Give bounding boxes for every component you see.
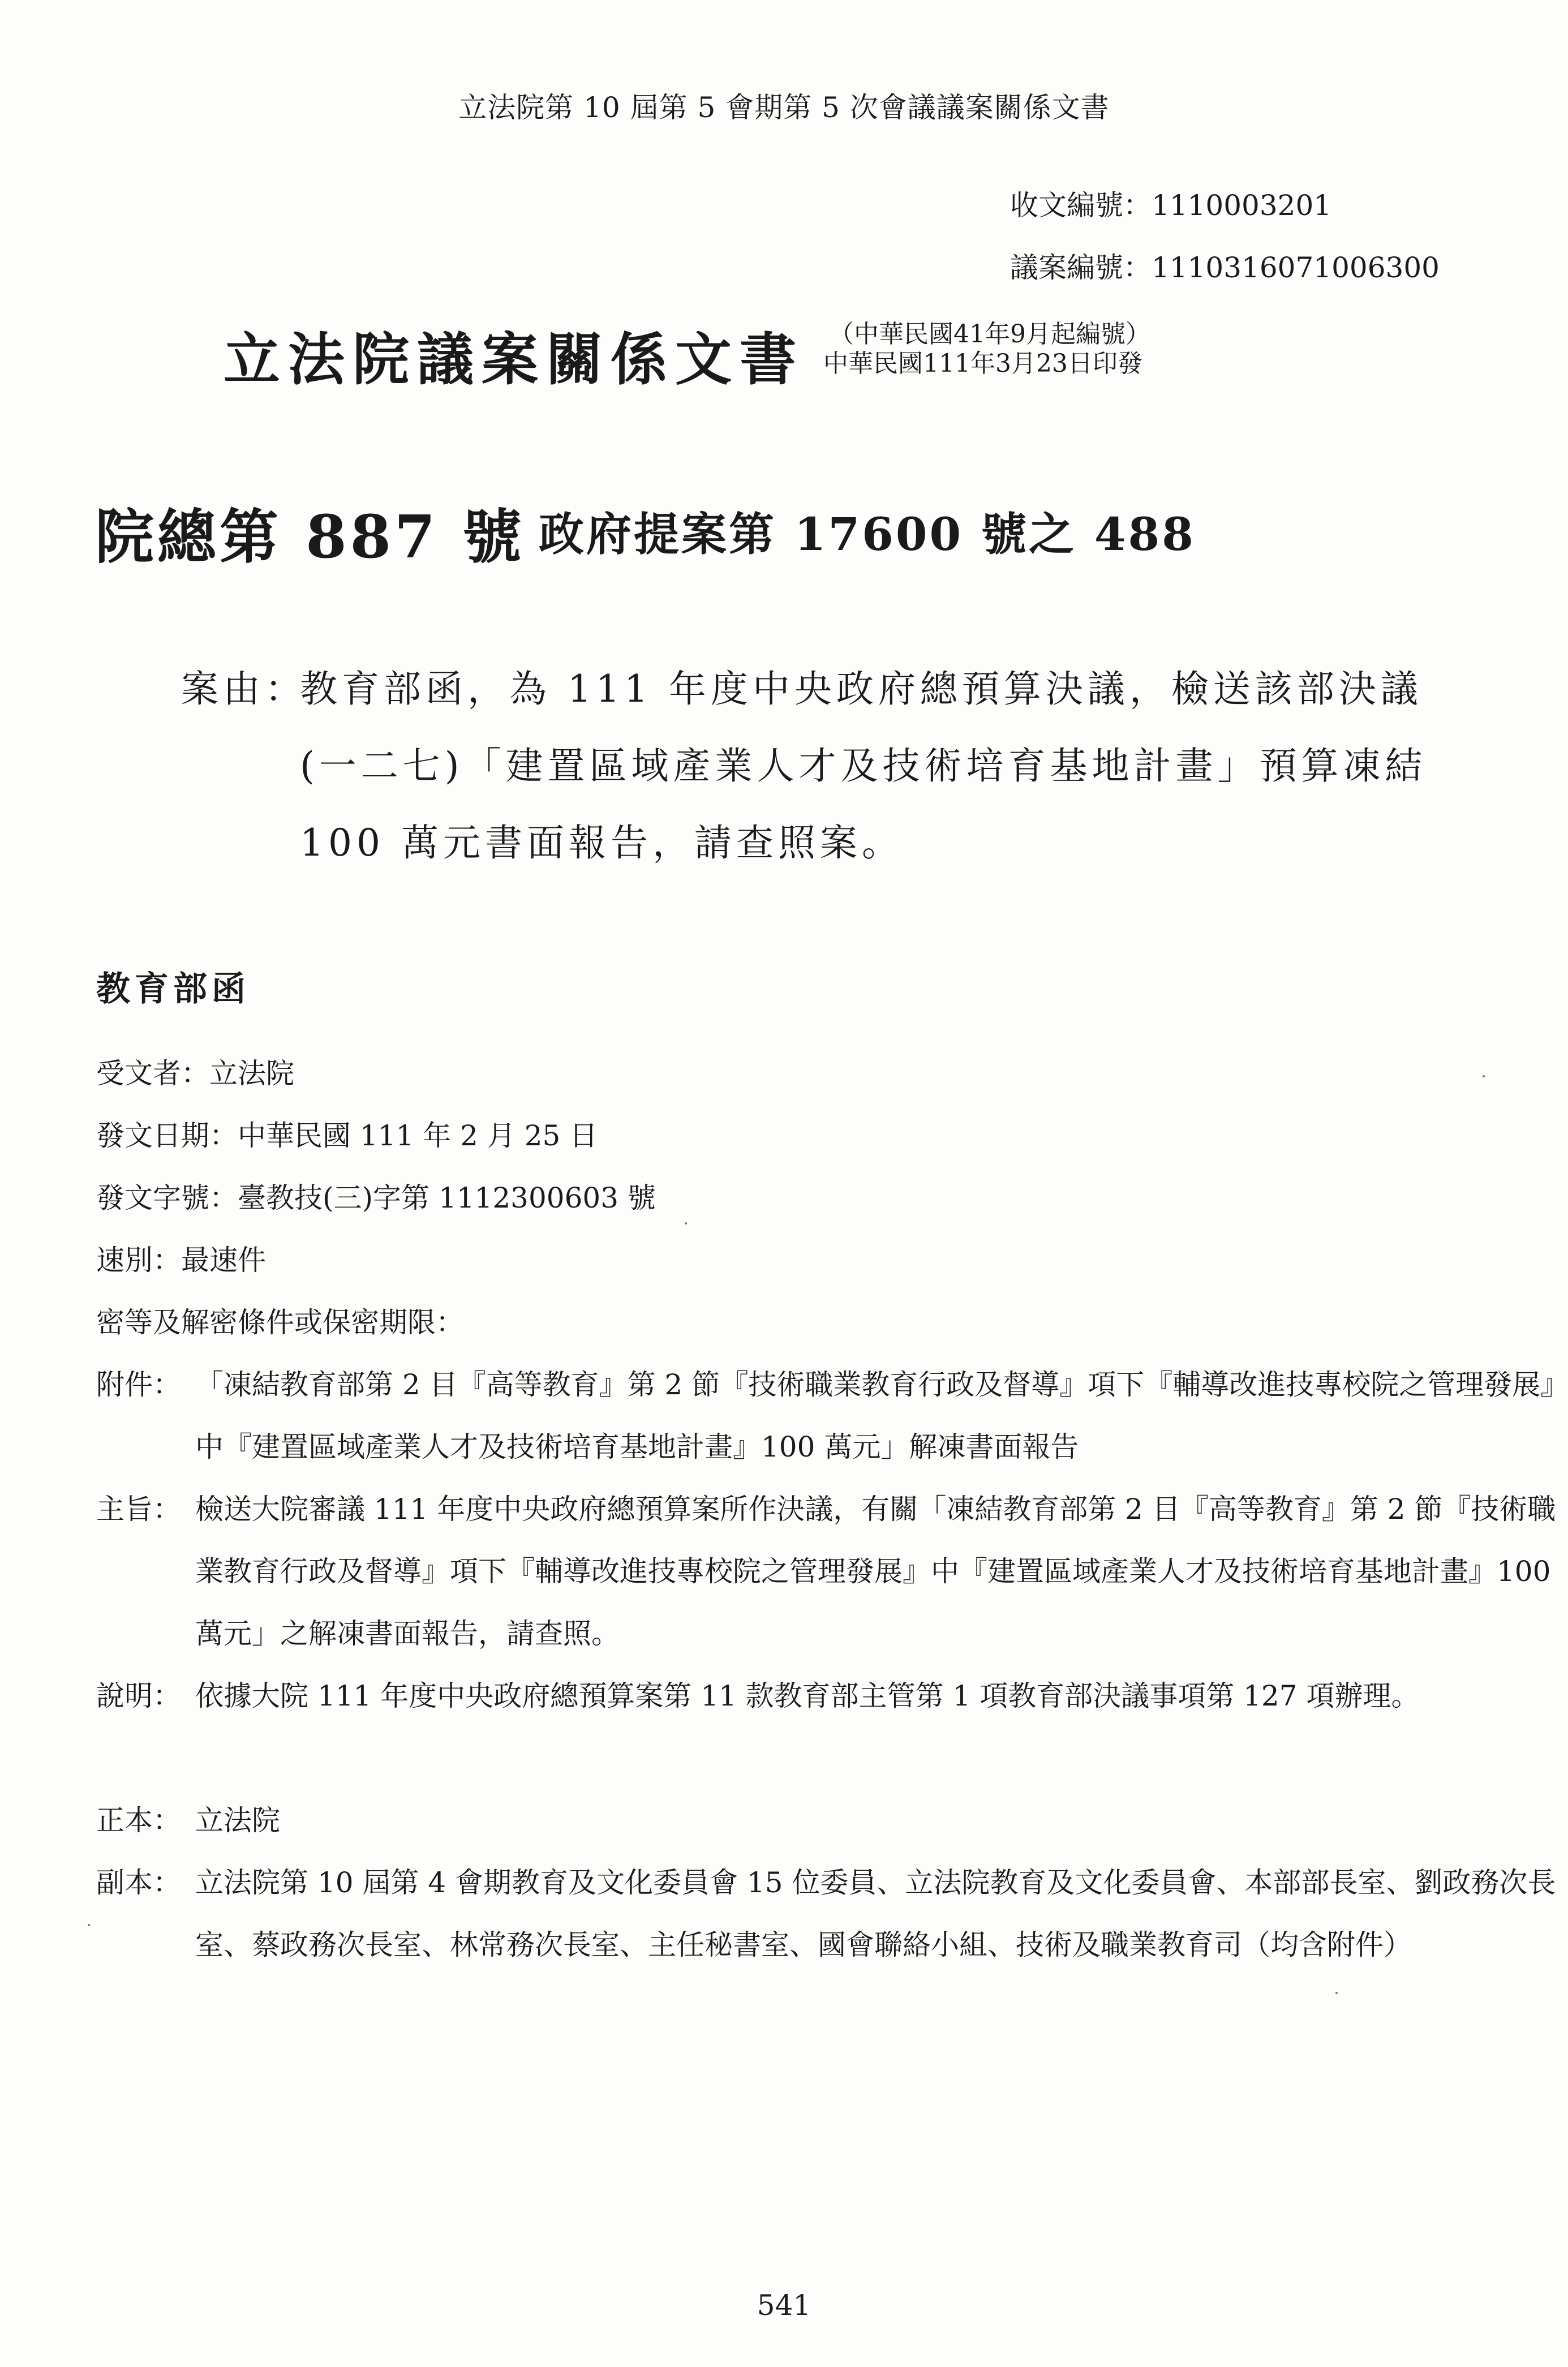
original-text: 立法院 xyxy=(195,1804,280,1837)
scan-speck xyxy=(1335,1992,1338,1994)
issue-date-field xyxy=(96,1105,1468,1167)
scan-speck xyxy=(1483,1075,1485,1077)
original-field xyxy=(96,1789,1567,1851)
subject-label: 案由： xyxy=(181,667,307,711)
copy-field xyxy=(96,1851,1567,1976)
subject-text: 教育部函，為 111 年度中央政府總預算決議，檢送該部決議(一二七)「建置區域產業人才及技術培育基地計畫」預算凍結 100 萬元書面報告，請查照案。 xyxy=(300,667,1427,865)
copy-text: 立法院第 10 屆第 4 會期教育及文化委員會 15 位委員、立法院教育及文化委員會、本部部長室、劉政務次長室、蔡政務次長室、林常務次長室、主任秘書室、國會聯絡小組、技術及職業教育司（均含附件） xyxy=(195,1866,1556,1961)
bill-number: 議案編號：1110316071006300 xyxy=(1010,251,1440,284)
recipient-text: 受文者：立法院 xyxy=(96,1057,294,1090)
attachment-label: 附件： xyxy=(96,1368,181,1401)
scan-speck xyxy=(685,1222,687,1225)
gist-field xyxy=(96,1478,1567,1665)
urgency-text: 速別：最速件 xyxy=(96,1244,266,1277)
print-date: 中華民國111年3月23日印發 xyxy=(823,349,1142,378)
urgency-field xyxy=(96,1229,1468,1291)
original-label: 正本： xyxy=(96,1804,181,1837)
explanation-text: 依據大院 111 年度中央政府總預算案第 11 款教育部主管第 1 項教育部決議事項第 127 項辦理。 xyxy=(195,1679,1420,1712)
subject-section xyxy=(181,651,1471,882)
gist-label: 主旨： xyxy=(96,1493,181,1526)
page-number: 541 xyxy=(757,2289,811,2322)
attachment-text: 「凍結教育部第 2 目『高等教育』第 2 節『技術職業教育行政及督導』項下『輔導改進技專校院之管理發展』中『建置區域產業人才及技術培育基地計畫』100 萬元」解凍書面報告 xyxy=(195,1368,1555,1463)
receipt-number: 收文編號：1110003201 xyxy=(1010,189,1332,222)
confidentiality-text: 密等及解密條件或保密期限： xyxy=(96,1306,464,1339)
government-proposal-number: 政府提案第 17600 號之 488 xyxy=(539,508,1196,561)
general-doc-number: 院總第 887 號 xyxy=(95,502,525,572)
numbering-note: （中華民國41年9月起編號） xyxy=(829,320,1150,349)
recipient-field xyxy=(96,1042,1468,1105)
confidentiality-field xyxy=(96,1291,1468,1354)
letter-title: 教育部函 xyxy=(96,969,250,1009)
issue-ref-text: 發文字號：臺教技(三)字第 1112300603 號 xyxy=(96,1182,656,1214)
explanation-field xyxy=(96,1665,1567,1727)
issue-date-text: 發文日期：中華民國 111 年 2 月 25 日 xyxy=(96,1119,598,1152)
explanation-label: 說明： xyxy=(96,1679,181,1712)
edition-note xyxy=(823,320,1150,379)
issue-ref-field xyxy=(96,1167,1468,1229)
copy-label: 副本： xyxy=(96,1866,181,1899)
gist-text: 檢送大院審議 111 年度中央政府總預算案所作決議，有關「凍結教育部第 2 目『高等教育』第 2 節『技術職業教育行政及督導』項下『輔導改進技專校院之管理發展』中『建置區域產業人才及技術培育基地計畫』100 萬元」之解凍書面報告，請查照。 xyxy=(195,1493,1556,1650)
attachment-field xyxy=(96,1354,1567,1478)
session-header: 立法院第 10 屆第 5 會期第 5 次會議議案關係文書 xyxy=(458,91,1110,124)
scan-speck xyxy=(88,1924,90,1926)
document-title: 立法院議案關係文書 xyxy=(224,326,804,393)
